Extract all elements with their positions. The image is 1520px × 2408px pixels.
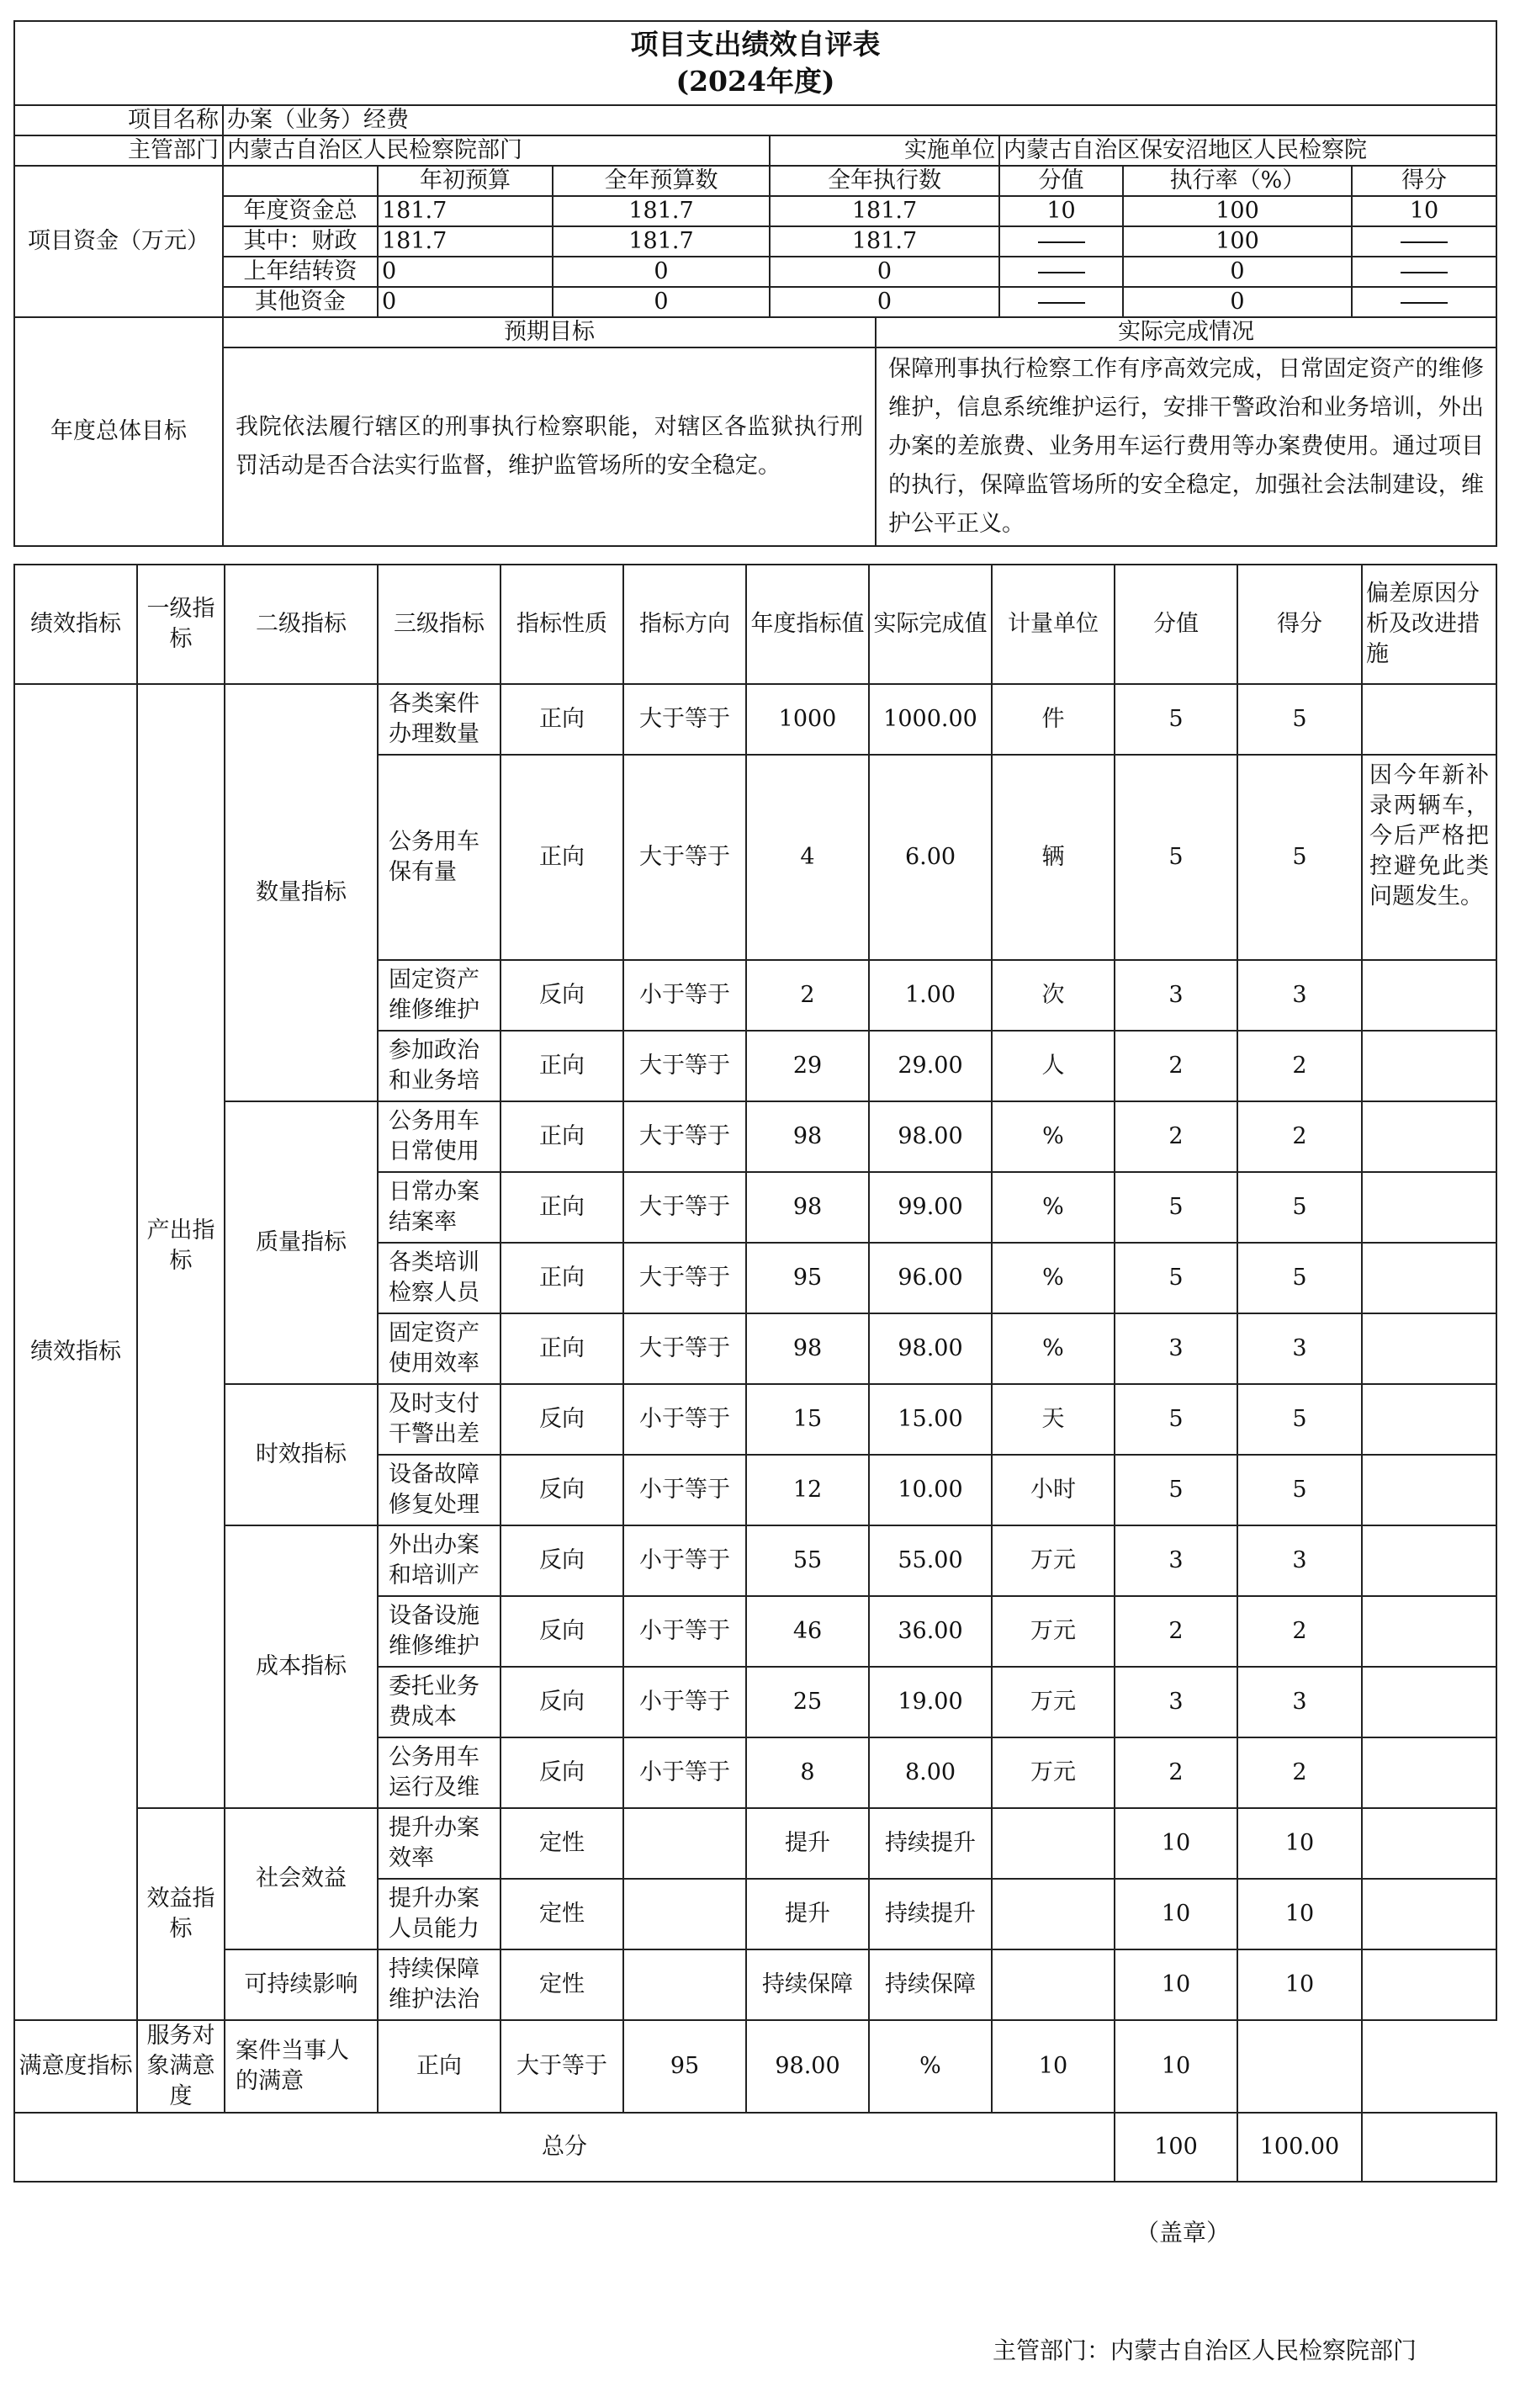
indicator-actual: 19.00 — [869, 1667, 992, 1737]
indicator-direction: 小于等于 — [623, 1455, 746, 1525]
indicator-value: 10 — [1115, 1808, 1237, 1879]
indicator-name: 公务用车运行及维 — [378, 1737, 500, 1808]
goal-expected-header: 预期目标 — [223, 317, 876, 347]
indicator-actual: 10.00 — [869, 1455, 992, 1525]
indicator-unit: 次 — [992, 960, 1115, 1031]
perf-header: 分值 — [1115, 565, 1237, 684]
indicator-direction: 大于等于 — [500, 2020, 623, 2113]
funds-cell: 181.7 — [770, 226, 999, 257]
deviation-reason — [1362, 684, 1496, 755]
indicator-direction: 大于等于 — [623, 1313, 746, 1384]
funds-cell: 0 — [1123, 257, 1352, 287]
deviation-reason — [1362, 1455, 1496, 1525]
perf-header: 实际完成值 — [869, 565, 992, 684]
indicator-target: 提升 — [746, 1879, 869, 1949]
indicator-unit: 小时 — [992, 1455, 1115, 1525]
indicator-name: 委托业务费成本 — [378, 1667, 500, 1737]
indicator-score: 3 — [1237, 1667, 1362, 1737]
indicator-score: 5 — [1237, 1172, 1362, 1243]
indicator-value: 2 — [1115, 1596, 1237, 1667]
indicator-row — [14, 1949, 1496, 2020]
indicator-unit: 辆 — [992, 755, 1115, 960]
indicator-name: 各类案件办理数量 — [378, 684, 500, 755]
funds-row-label: 其他资金 — [223, 287, 378, 317]
indicator-name: 各类培训检察人员 — [378, 1243, 500, 1313]
indicator-target: 98 — [746, 1101, 869, 1172]
perf-header: 三级指标 — [378, 565, 500, 684]
indicator-value: 2 — [1115, 1737, 1237, 1808]
indicator-unit: % — [869, 2020, 992, 2113]
indicator-unit — [992, 1879, 1115, 1949]
impl-label: 实施单位 — [770, 135, 999, 166]
stamp-note: （盖章） — [1136, 2219, 1231, 2246]
deviation-reason — [1362, 1525, 1496, 1596]
funds-row-label: 上年结转资 — [223, 257, 378, 287]
deviation-reason — [1362, 1031, 1496, 1101]
indicator-score: 10 — [1237, 1808, 1362, 1879]
indicator-actual: 持续保障 — [869, 1949, 992, 2020]
funds-cell: 10 — [999, 196, 1123, 226]
indicator-value: 5 — [1115, 1384, 1237, 1455]
indicator-direction — [623, 1879, 746, 1949]
indicator-score: 5 — [1237, 1384, 1362, 1455]
deviation-reason — [1362, 1101, 1496, 1172]
funds-row-label: 其中：财政 — [223, 226, 378, 257]
indicator-value: 3 — [1115, 1313, 1237, 1384]
deviation-reason — [1362, 1949, 1496, 2020]
indicator-nature: 反向 — [500, 960, 623, 1031]
indicator-nature: 定性 — [500, 1808, 623, 1879]
indicator-score: 3 — [1237, 1313, 1362, 1384]
deviation-reason — [1362, 1313, 1496, 1384]
indicator-nature: 正向 — [500, 755, 623, 960]
indicator-unit: % — [992, 1172, 1115, 1243]
indicator-target: 25 — [746, 1667, 869, 1737]
total-row — [14, 2113, 1496, 2182]
indicator-direction: 小于等于 — [623, 960, 746, 1031]
indicator-value: 5 — [1115, 1455, 1237, 1525]
indicator-direction: 大于等于 — [623, 1031, 746, 1101]
funds-row — [14, 257, 1496, 287]
indicator-unit — [992, 1949, 1115, 2020]
funds-cell: 181.7 — [378, 196, 553, 226]
indicator-actual: 29.00 — [869, 1031, 992, 1101]
level2-label: 社会效益 — [225, 1808, 378, 1949]
funds-header: 分值 — [999, 166, 1123, 196]
funds-cell: 181.7 — [553, 196, 770, 226]
funds-cell: 100 — [1123, 196, 1352, 226]
perf-header: 年度指标值 — [746, 565, 869, 684]
indicator-value: 2 — [1115, 1031, 1237, 1101]
indicator-nature: 反向 — [500, 1384, 623, 1455]
indicator-unit: 万元 — [992, 1596, 1115, 1667]
indicator-value: 10 — [1115, 1879, 1237, 1949]
level2-label: 时效指标 — [225, 1384, 378, 1525]
indicator-value: 10 — [992, 2020, 1115, 2113]
indicator-target: 4 — [746, 755, 869, 960]
level2-label: 数量指标 — [225, 684, 378, 1101]
perf-header: 偏差原因分析及改进措施 — [1362, 565, 1496, 684]
indicator-row — [14, 1525, 1496, 1596]
indicator-score: 10 — [1237, 1949, 1362, 2020]
dash-mark — [999, 287, 1123, 317]
dash-mark — [1352, 287, 1496, 317]
indicator-direction — [623, 1949, 746, 2020]
indicator-nature: 反向 — [500, 1737, 623, 1808]
funds-row-label: 年度资金总 — [223, 196, 378, 226]
indicator-unit: 人 — [992, 1031, 1115, 1101]
level1-label: 产出指标 — [137, 684, 225, 1808]
indicator-name: 固定资产维修维护 — [378, 960, 500, 1031]
indicator-unit: 万元 — [992, 1737, 1115, 1808]
goal-actual-header: 实际完成情况 — [876, 317, 1496, 347]
performance-table — [13, 564, 1497, 2183]
project-name: 办案（业务）经费 — [223, 105, 1496, 135]
side-label: 绩效指标 — [14, 684, 137, 2020]
indicator-unit: 件 — [992, 684, 1115, 755]
indicator-actual: 持续提升 — [869, 1808, 992, 1879]
indicator-value: 3 — [1115, 1525, 1237, 1596]
deviation-reason — [1362, 1667, 1496, 1737]
perf-header: 指标方向 — [623, 565, 746, 684]
indicator-score: 2 — [1237, 1101, 1362, 1172]
deviation-reason — [1362, 1243, 1496, 1313]
indicator-target: 55 — [746, 1525, 869, 1596]
performance-header-row — [14, 565, 1496, 684]
indicator-actual: 98.00 — [746, 2020, 869, 2113]
dash-mark — [1352, 226, 1496, 257]
indicator-name: 提升办案效率 — [378, 1808, 500, 1879]
indicator-target: 98 — [746, 1313, 869, 1384]
indicator-target: 29 — [746, 1031, 869, 1101]
level1-label: 效益指标 — [137, 1808, 225, 2020]
page-subtitle: (2024年度) — [675, 65, 835, 98]
funds-header: 全年预算数 — [553, 166, 770, 196]
indicator-name: 及时支付干警出差 — [378, 1384, 500, 1455]
indicator-actual: 8.00 — [869, 1737, 992, 1808]
funds-cell: 100 — [1123, 226, 1352, 257]
indicator-value: 5 — [1115, 1172, 1237, 1243]
indicator-unit: % — [992, 1101, 1115, 1172]
dept-label: 主管部门 — [14, 135, 223, 166]
funds-cell: 0 — [553, 257, 770, 287]
indicator-direction: 大于等于 — [623, 1101, 746, 1172]
indicator-value: 5 — [1115, 755, 1237, 960]
indicator-direction: 小于等于 — [623, 1525, 746, 1596]
indicator-nature: 反向 — [500, 1525, 623, 1596]
level2-label: 质量指标 — [225, 1101, 378, 1384]
indicator-actual: 98.00 — [869, 1313, 992, 1384]
indicator-value: 5 — [1115, 684, 1237, 755]
indicator-score: 5 — [1237, 684, 1362, 755]
funds-cell: 181.7 — [378, 226, 553, 257]
perf-header: 一级指标 — [137, 565, 225, 684]
indicator-unit: 天 — [992, 1384, 1115, 1455]
indicator-nature: 定性 — [500, 1949, 623, 2020]
indicator-score: 2 — [1237, 1596, 1362, 1667]
funds-cell: 0 — [1123, 287, 1352, 317]
indicator-score: 3 — [1237, 960, 1362, 1031]
indicator-nature: 正向 — [500, 1172, 623, 1243]
funds-header: 年初预算 — [378, 166, 553, 196]
indicator-nature: 反向 — [500, 1455, 623, 1525]
dash-mark — [999, 257, 1123, 287]
total-value: 100 — [1115, 2113, 1237, 2182]
performance-body — [14, 684, 1496, 2113]
dash-mark — [1352, 257, 1496, 287]
indicator-target: 95 — [746, 1243, 869, 1313]
indicator-actual: 55.00 — [869, 1525, 992, 1596]
indicator-row — [14, 1808, 1496, 1879]
indicator-nature: 正向 — [500, 1243, 623, 1313]
deviation-reason — [1362, 960, 1496, 1031]
indicator-value: 3 — [1115, 1667, 1237, 1737]
indicator-target: 12 — [746, 1455, 869, 1525]
indicator-nature: 正向 — [500, 684, 623, 755]
indicator-score: 2 — [1237, 1737, 1362, 1808]
deviation-reason — [1362, 1172, 1496, 1243]
indicator-direction — [623, 1808, 746, 1879]
indicator-direction: 大于等于 — [623, 1172, 746, 1243]
indicator-score: 10 — [1237, 1879, 1362, 1949]
indicator-target: 46 — [746, 1596, 869, 1667]
funds-cell: 0 — [770, 257, 999, 287]
funds-row — [14, 196, 1496, 226]
indicator-target: 8 — [746, 1737, 869, 1808]
indicator-row — [14, 2020, 1496, 2113]
indicator-name: 参加政治和业务培 — [378, 1031, 500, 1101]
indicator-score: 3 — [1237, 1525, 1362, 1596]
indicator-unit: % — [992, 1243, 1115, 1313]
indicator-target: 2 — [746, 960, 869, 1031]
indicator-actual: 1000.00 — [869, 684, 992, 755]
indicator-actual: 6.00 — [869, 755, 992, 960]
indicator-nature: 反向 — [500, 1596, 623, 1667]
deviation-reason — [1362, 1808, 1496, 1879]
title-cell — [14, 21, 1496, 105]
indicator-name: 持续保障维护法治 — [378, 1949, 500, 2020]
summary-table — [13, 20, 1497, 547]
indicator-actual: 96.00 — [869, 1243, 992, 1313]
funds-cell: 0 — [770, 287, 999, 317]
funds-row — [14, 226, 1496, 257]
level2-label: 服务对象满意度 — [137, 2020, 225, 2113]
deviation-reason — [1362, 1879, 1496, 1949]
perf-header: 指标性质 — [500, 565, 623, 684]
indicator-name: 日常办案结案率 — [378, 1172, 500, 1243]
indicator-nature: 反向 — [500, 1667, 623, 1737]
indicator-actual: 99.00 — [869, 1172, 992, 1243]
footer-dept: 主管部门：内蒙古自治区人民检察院部门 — [993, 2336, 1417, 2364]
indicator-unit: % — [992, 1313, 1115, 1384]
indicator-row — [14, 684, 1496, 755]
level2-label: 成本指标 — [225, 1525, 378, 1808]
indicator-unit: 万元 — [992, 1667, 1115, 1737]
dept-value: 内蒙古自治区人民检察院部门 — [223, 135, 770, 166]
funds-cell: 181.7 — [553, 226, 770, 257]
funds-cell: 0 — [378, 287, 553, 317]
indicator-row — [14, 1384, 1496, 1455]
deviation-reason — [1362, 1596, 1496, 1667]
indicator-value: 5 — [1115, 1243, 1237, 1313]
indicator-value: 3 — [1115, 960, 1237, 1031]
indicator-target: 95 — [623, 2020, 746, 2113]
indicator-unit — [992, 1808, 1115, 1879]
deviation-reason — [1362, 1737, 1496, 1808]
indicator-actual: 36.00 — [869, 1596, 992, 1667]
project-name-label: 项目名称 — [14, 105, 223, 135]
funds-header: 得分 — [1352, 166, 1496, 196]
total-blank — [1362, 2113, 1496, 2182]
indicator-actual: 98.00 — [869, 1101, 992, 1172]
indicator-direction: 小于等于 — [623, 1596, 746, 1667]
impl-value: 内蒙古自治区保安沼地区人民检察院 — [999, 135, 1496, 166]
funds-label: 项目资金（万元） — [14, 166, 223, 317]
funds-row — [14, 287, 1496, 317]
indicator-direction: 小于等于 — [623, 1737, 746, 1808]
level1-label: 满意度指标 — [14, 2020, 137, 2113]
indicator-score: 5 — [1237, 1243, 1362, 1313]
indicator-target: 提升 — [746, 1808, 869, 1879]
funds-cell: 0 — [553, 287, 770, 317]
indicator-name: 公务用车日常使用 — [378, 1101, 500, 1172]
indicator-nature: 定性 — [500, 1879, 623, 1949]
goal-actual-text: 保障刑事执行检察工作有序高效完成，日常固定资产的维修维护，信息系统维护运行，安排干警政治和业务培训，外出办案的差旅费、业务用车运行费用等办案费使用。通过项目的执行，保障监管场所的安全稳定，加强社会法制建设，维护公平正义。 — [876, 347, 1496, 546]
indicator-row — [14, 1101, 1496, 1172]
indicator-direction: 小于等于 — [623, 1384, 746, 1455]
indicator-direction: 大于等于 — [623, 1243, 746, 1313]
indicator-name: 固定资产使用效率 — [378, 1313, 500, 1384]
indicator-name: 案件当事人的满意 — [225, 2020, 378, 2113]
funds-cell: 10 — [1352, 196, 1496, 226]
indicator-score: 5 — [1237, 1455, 1362, 1525]
level2-label: 可持续影响 — [225, 1949, 378, 2020]
total-score: 100.00 — [1237, 2113, 1362, 2182]
indicator-value: 10 — [1115, 1949, 1237, 2020]
deviation-reason — [1237, 2020, 1362, 2113]
perf-header: 计量单位 — [992, 565, 1115, 684]
indicator-score: 2 — [1237, 1031, 1362, 1101]
funds-header: 执行率（%） — [1123, 166, 1352, 196]
funds-header: 全年执行数 — [770, 166, 999, 196]
deviation-reason: 因今年新补录两辆车，今后严格把控避免此类问题发生。 — [1362, 755, 1496, 960]
indicator-value: 2 — [1115, 1101, 1237, 1172]
indicator-name: 提升办案人员能力 — [378, 1879, 500, 1949]
indicator-actual: 15.00 — [869, 1384, 992, 1455]
indicator-target: 15 — [746, 1384, 869, 1455]
indicator-actual: 1.00 — [869, 960, 992, 1031]
goal-expected-text: 我院依法履行辖区的刑事执行检察职能，对辖区各监狱执行刑罚活动是否合法实行监督，维护监管场所的安全稳定。 — [223, 347, 876, 546]
perf-header: 绩效指标 — [14, 565, 137, 684]
indicator-name: 外出办案和培训产 — [378, 1525, 500, 1596]
indicator-score: 5 — [1237, 755, 1362, 960]
indicator-name: 公务用车保有量 — [378, 755, 500, 960]
indicator-direction: 大于等于 — [623, 684, 746, 755]
indicator-direction: 小于等于 — [623, 1667, 746, 1737]
perf-header: 二级指标 — [225, 565, 378, 684]
indicator-nature: 正向 — [500, 1031, 623, 1101]
indicator-target: 持续保障 — [746, 1949, 869, 2020]
indicator-actual: 持续提升 — [869, 1879, 992, 1949]
page-title: 项目支出绩效自评表 — [630, 28, 881, 61]
funds-header-blank — [223, 166, 378, 196]
total-label: 总分 — [14, 2113, 1115, 2182]
dash-mark — [999, 226, 1123, 257]
indicator-target: 1000 — [746, 684, 869, 755]
indicator-target: 98 — [746, 1172, 869, 1243]
indicator-name: 设备故障修复处理 — [378, 1455, 500, 1525]
indicator-unit: 万元 — [992, 1525, 1115, 1596]
indicator-name: 设备设施维修维护 — [378, 1596, 500, 1667]
indicator-direction: 大于等于 — [623, 755, 746, 960]
indicator-nature: 正向 — [378, 2020, 500, 2113]
goal-label: 年度总体目标 — [14, 317, 223, 546]
funds-cell: 181.7 — [770, 196, 999, 226]
indicator-nature: 正向 — [500, 1101, 623, 1172]
deviation-reason — [1362, 1384, 1496, 1455]
perf-header: 得分 — [1237, 565, 1362, 684]
indicator-nature: 正向 — [500, 1313, 623, 1384]
indicator-score: 10 — [1115, 2020, 1237, 2113]
funds-cell: 0 — [378, 257, 553, 287]
